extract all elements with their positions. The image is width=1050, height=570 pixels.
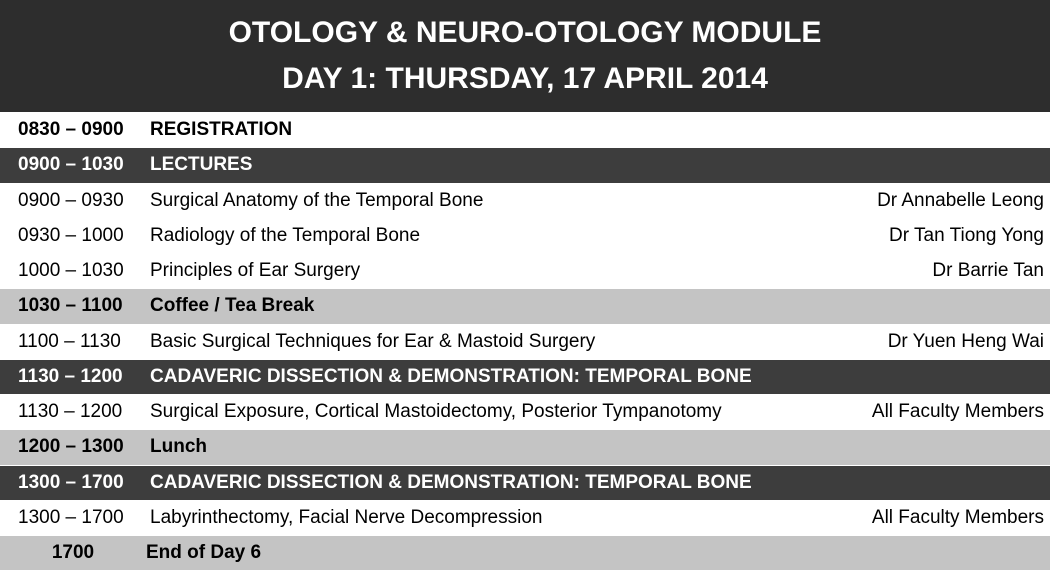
schedule-section-row <box>0 465 1050 500</box>
row-speaker: All Faculty Members <box>871 401 1044 423</box>
row-topic: Surgical Anatomy of the Temporal Bone <box>150 189 484 211</box>
schedule-break-row <box>0 429 1050 464</box>
schedule-break-row <box>0 288 1050 323</box>
schedule-row <box>0 218 1050 253</box>
module-title: OTOLOGY & NEURO-OTOLOGY MODULE <box>228 16 822 49</box>
row-time: 0930 – 1000 <box>18 224 124 246</box>
row-topic: Labyrinthectomy, Facial Nerve Decompression <box>150 506 543 528</box>
row-time: 1300 – 1700 <box>18 471 124 493</box>
row-time: 1700 <box>51 542 95 564</box>
row-topic: End of Day 6 <box>146 542 262 564</box>
row-speaker: Dr Barrie Tan <box>932 260 1044 282</box>
row-topic: CADAVERIC DISSECTION & DEMONSTRATION: TEMPORAL BONE <box>150 365 752 387</box>
row-time: 1200 – 1300 <box>18 436 124 458</box>
row-time: 0830 – 0900 <box>18 119 124 141</box>
row-topic: Basic Surgical Techniques for Ear & Mastoid Surgery <box>150 330 596 352</box>
row-time: 1000 – 1030 <box>18 260 124 282</box>
schedule-row <box>0 394 1050 429</box>
row-topic: LECTURES <box>150 154 253 176</box>
schedule-end-row <box>0 535 1050 570</box>
row-speaker: Dr Tan Tiong Yong <box>889 224 1044 246</box>
schedule-section-row <box>0 147 1050 182</box>
row-speaker: Dr Annabelle Leong <box>877 189 1044 211</box>
row-time: 1100 – 1130 <box>18 330 121 352</box>
schedule-row <box>0 253 1050 288</box>
row-time: 1130 – 1200 <box>18 401 123 423</box>
day-title: DAY 1: THURSDAY, 17 APRIL 2014 <box>282 62 768 95</box>
row-time: 1300 – 1700 <box>18 506 124 528</box>
schedule-row <box>0 112 1050 147</box>
row-time: 1130 – 1200 <box>18 365 123 387</box>
schedule-row <box>0 500 1050 535</box>
row-speaker: Dr Yuen Heng Wai <box>887 330 1044 352</box>
row-topic: CADAVERIC DISSECTION & DEMONSTRATION: TEMPORAL BONE <box>150 471 752 493</box>
row-topic: Coffee / Tea Break <box>150 295 315 317</box>
row-time: 0900 – 0930 <box>18 189 124 211</box>
row-topic: Surgical Exposure, Cortical Mastoidectomy, Posterior Tympanotomy <box>150 401 722 423</box>
row-topic: Principles of Ear Surgery <box>150 260 361 282</box>
schedule-row <box>0 183 1050 218</box>
row-speaker: All Faculty Members <box>871 506 1044 528</box>
row-topic: REGISTRATION <box>150 119 293 141</box>
schedule-table <box>0 112 1050 570</box>
schedule-header <box>0 0 1050 112</box>
row-time: 1030 – 1100 <box>18 295 123 317</box>
schedule-row <box>0 324 1050 359</box>
row-topic: Radiology of the Temporal Bone <box>150 224 421 246</box>
schedule-section-row <box>0 359 1050 394</box>
row-topic: Lunch <box>150 436 207 458</box>
row-time: 0900 – 1030 <box>18 154 124 176</box>
